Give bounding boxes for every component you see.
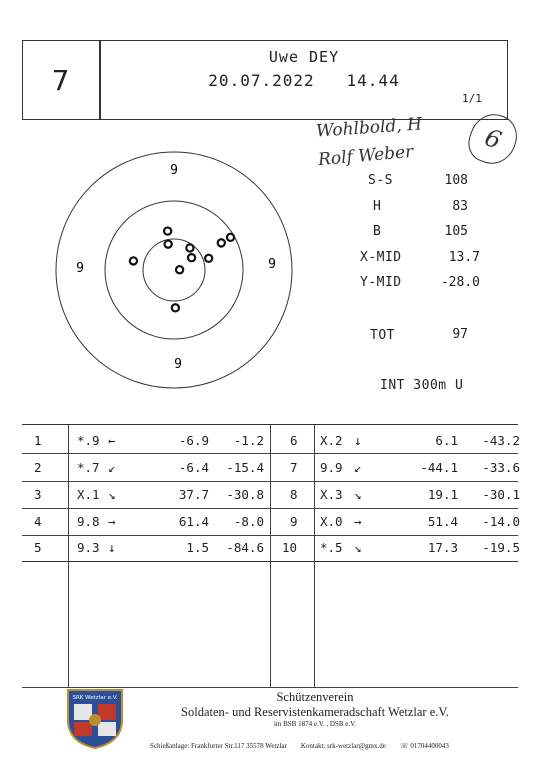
ring-label-top-text: 9 xyxy=(170,163,178,178)
stat-label-ss: S-S xyxy=(368,173,393,188)
shot-no: 4 xyxy=(34,514,42,529)
shot-direction-arrow: → xyxy=(108,514,116,529)
shot-no: 3 xyxy=(34,487,42,502)
shot-score: 9.8 xyxy=(77,514,100,529)
lower-divider xyxy=(314,562,315,687)
table-divider xyxy=(314,425,315,563)
shot-x: -44.1 xyxy=(420,460,458,475)
shot-direction-arrow: ↘ xyxy=(108,487,116,502)
shot-x: 17.3 xyxy=(427,540,458,555)
shot-score: *.5 xyxy=(320,540,343,555)
shot-no: 9 xyxy=(290,514,298,529)
stat-value-b: 105 xyxy=(444,224,468,239)
shot-x: 61.4 xyxy=(178,514,209,529)
stat-label-xmid: X-MID xyxy=(360,250,402,265)
ring-label-bottom xyxy=(174,357,182,372)
shot-x: -6.4 xyxy=(178,460,209,475)
footer-email: Kontakt: srk-wetzlar@gmx.de xyxy=(300,742,386,750)
shot-mark xyxy=(164,228,171,235)
shot-direction-arrow: ↓ xyxy=(108,540,116,555)
stat-value-ymid: -28.0 xyxy=(440,275,480,290)
shot-direction-arrow: ↓ xyxy=(354,433,362,448)
shot-mark xyxy=(205,255,212,262)
shot-number: 7 xyxy=(51,63,70,97)
footer-org-sub: im BSB 1874 e.V. , DSB e.V. xyxy=(273,720,356,728)
circle-mark-text: 6 xyxy=(481,123,505,155)
shot-no: 5 xyxy=(34,540,42,555)
shot-score: *.7 xyxy=(77,460,100,475)
shot-score: X.1 xyxy=(77,487,100,502)
page-indicator: 1/1 xyxy=(462,92,482,105)
stat-label-h: H xyxy=(373,199,382,214)
handwritten-signature-1: Wohlbold, H xyxy=(315,114,423,142)
ring-label-right xyxy=(268,257,276,272)
shot-y: -30.8 xyxy=(226,487,264,502)
total-label: TOT xyxy=(370,328,395,343)
shot-mark xyxy=(172,304,179,311)
shot-y: -33.6 xyxy=(482,460,520,475)
shot-score: X.0 xyxy=(320,514,343,529)
table-divider xyxy=(270,425,271,563)
shot-direction-arrow: ↙ xyxy=(354,460,362,475)
lower-divider xyxy=(270,562,271,687)
target-ring-outer xyxy=(56,152,292,388)
total-value: 97 xyxy=(452,327,468,342)
target-diagram xyxy=(40,150,320,400)
shot-y: -1.2 xyxy=(233,433,264,448)
table-row-line xyxy=(22,535,518,536)
footer-org-name: Soldaten- und Reservistenkameradschaft Wetzlar e.V. xyxy=(181,705,449,719)
shot-direction-arrow: → xyxy=(354,514,362,529)
shooter-name: Uwe DEY xyxy=(268,48,340,66)
shot-score: X.2 xyxy=(320,433,343,448)
footer-address: Schießanlage: Frankfurter Str.117 35578 Wetzlar xyxy=(150,742,287,750)
footer-title: Schützenverein xyxy=(276,690,354,704)
target-ring-middle xyxy=(105,201,243,339)
shot-mark xyxy=(130,257,137,264)
shot-score: 9.3 xyxy=(77,540,100,555)
date: 20.07.2022 xyxy=(208,71,315,90)
shot-x: 51.4 xyxy=(427,514,458,529)
shot-mark xyxy=(165,241,172,248)
shot-mark xyxy=(176,266,183,273)
shot-no: 1 xyxy=(34,433,42,448)
shot-y: -8.0 xyxy=(233,514,264,529)
shot-x: -6.9 xyxy=(178,433,209,448)
ring-label-left-text: 9 xyxy=(76,261,84,276)
stat-value-xmid: 13.7 xyxy=(448,250,480,265)
ring-label-top xyxy=(170,163,178,178)
shot-y: -84.6 xyxy=(226,540,264,555)
stat-label-ymid: Y-MID xyxy=(360,275,402,290)
stat-value-ss: 108 xyxy=(444,173,468,188)
stat-label-b: B xyxy=(373,224,382,239)
shot-no: 10 xyxy=(282,540,298,555)
shot-y: -19.5 xyxy=(482,540,520,555)
discipline-label: INT 300m U xyxy=(380,378,464,393)
svg-text:SRK Wetzlar e.V.: SRK Wetzlar e.V. xyxy=(72,695,118,701)
shot-x: 1.5 xyxy=(186,540,209,555)
time: 14.44 xyxy=(346,71,400,90)
ring-label-left xyxy=(76,261,84,276)
shot-x: 6.1 xyxy=(435,433,458,448)
shot-mark xyxy=(186,244,193,251)
shot-direction-arrow: ↘ xyxy=(354,487,362,502)
shot-direction-arrow: ↘ xyxy=(354,540,362,555)
footer-contact xyxy=(150,742,520,750)
lower-divider xyxy=(68,562,69,687)
ring-label-bottom-text: 9 xyxy=(174,357,182,372)
shot-y: -43.2 xyxy=(482,433,520,448)
shot-y: -14.0 xyxy=(482,514,520,529)
table-divider xyxy=(68,425,69,563)
handwritten-signature-2: Rolf Weber xyxy=(317,141,415,171)
table-row-line xyxy=(22,481,518,482)
shot-score: 9.9 xyxy=(320,460,343,475)
shot-mark xyxy=(227,234,234,241)
shot-direction-arrow: ↙ xyxy=(108,460,116,475)
shot-score: *.9 xyxy=(77,433,100,448)
shot-x: 37.7 xyxy=(178,487,209,502)
table-row-line xyxy=(22,508,518,509)
shot-no: 7 xyxy=(290,460,298,475)
shot-no: 8 xyxy=(290,487,298,502)
ring-label-right-text: 9 xyxy=(268,257,276,272)
datetime xyxy=(100,71,508,90)
shot-mark xyxy=(218,239,225,246)
shot-no: 6 xyxy=(290,433,298,448)
shot-y: -15.4 xyxy=(226,460,264,475)
shot-no: 2 xyxy=(34,460,42,475)
shot-mark xyxy=(188,254,195,261)
stat-value-h: 83 xyxy=(452,199,468,214)
table-row-line xyxy=(22,453,518,454)
shot-direction-arrow: ← xyxy=(108,433,116,448)
target-ring-inner xyxy=(143,239,205,301)
shot-y: -30.1 xyxy=(482,487,520,502)
footer-phone: ☏ 01704400043 xyxy=(399,742,449,750)
shot-score: X.3 xyxy=(320,487,343,502)
shot-x: 19.1 xyxy=(427,487,458,502)
